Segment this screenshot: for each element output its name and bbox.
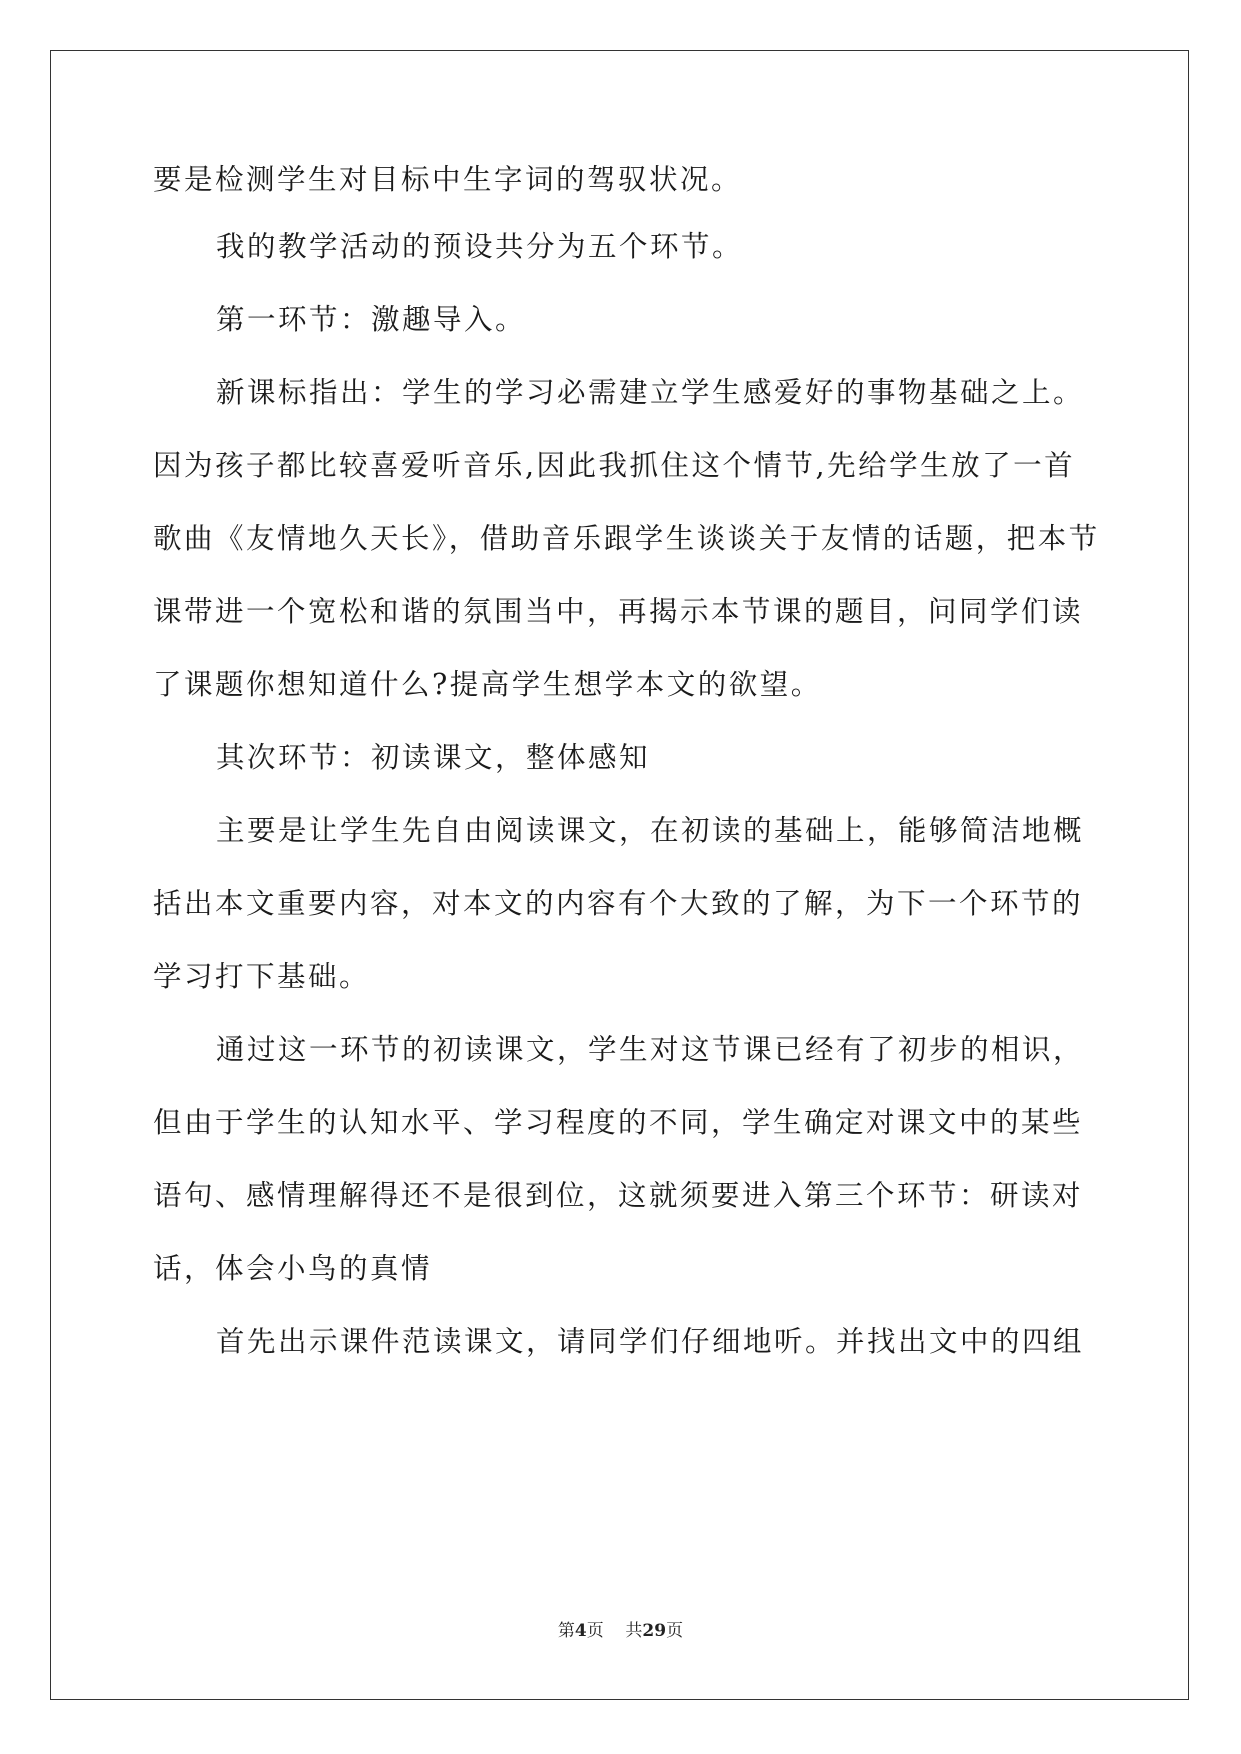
section-heading: 第一环节：激趣导入。	[216, 303, 527, 336]
paragraph-line: 新课标指出：学生的学习必需建立学生感爱好的事物基础之上。	[216, 376, 1085, 409]
paragraph-line: 要是检测学生对目标中生字词的驾驭状况。	[153, 163, 743, 196]
total-pages-number: 29	[642, 1621, 667, 1641]
paragraph-line: 主要是让学生先自由阅读课文，在初读的基础上，能够简洁地概	[216, 814, 1085, 847]
footer-total-suffix: 页	[666, 1621, 684, 1641]
paragraph-line: 歌曲《友情地久天长》，借助音乐跟学生谈谈关于友情的话题，把本节	[153, 522, 1100, 555]
paragraph-line: 语句、感情理解得还不是很到位，这就须要进入第三个环节：研读对	[153, 1179, 1084, 1212]
page-border	[50, 50, 1189, 1700]
paragraph-line: 首先出示课件范读课文，请同学们仔细地听。并找出文中的四组	[216, 1325, 1085, 1358]
paragraph-line: 学习打下基础。	[153, 960, 371, 993]
paragraph-line: 我的教学活动的预设共分为五个环节。	[216, 230, 744, 263]
paragraph-line: 通过这一环节的初读课文，学生对这节课已经有了初步的相识，	[216, 1033, 1085, 1066]
paragraph-line: 括出本文重要内容，对本文的内容有个大致的了解，为下一个环节的	[153, 887, 1084, 920]
paragraph-line: 课带进一个宽松和谐的氛围当中，再揭示本节课的题目，问同学们读	[153, 595, 1084, 628]
footer-total-prefix: 共	[625, 1621, 643, 1641]
current-page-number: 4	[574, 1621, 587, 1641]
section-heading: 其次环节：初读课文，整体感知	[216, 741, 651, 774]
paragraph-line: 因为孩子都比较喜爱听音乐,因此我抓住这个情节,先给学生放了一首	[153, 449, 1076, 482]
footer-page-suffix: 页	[586, 1621, 604, 1641]
paragraph-line: 了课题你想知道什么?提高学生想学本文的欲望。	[153, 668, 822, 701]
footer-prefix: 第	[557, 1621, 575, 1641]
paragraph-line: 但由于学生的认知水平、学习程度的不同，学生确定对课文中的某些	[153, 1106, 1084, 1139]
page-footer	[0, 1616, 1241, 1641]
paragraph-line: 话，体会小鸟的真情	[153, 1252, 433, 1285]
